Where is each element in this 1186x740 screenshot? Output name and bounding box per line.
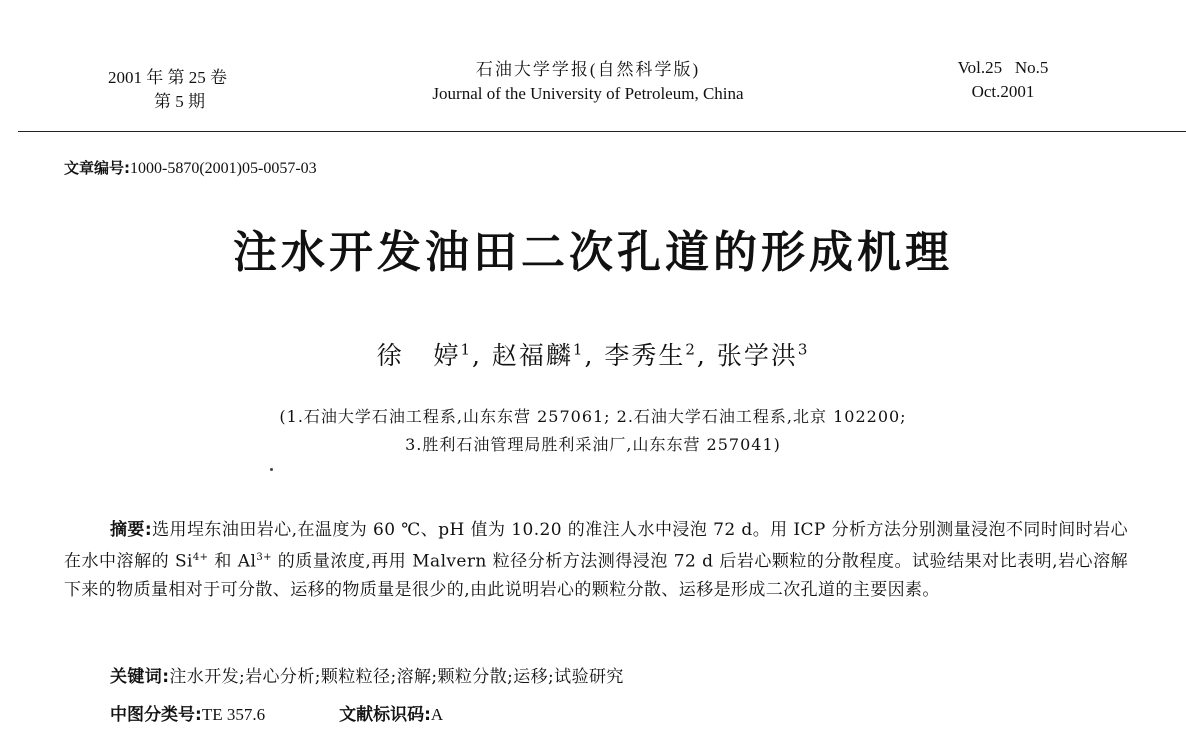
author-affiliation-mark: 1	[460, 340, 472, 359]
volume-number: Vol.25 No.5	[957, 58, 1049, 77]
paper-title: 注水开发油田二次孔道的形成机理	[233, 227, 953, 278]
author-separator: ,	[584, 341, 605, 370]
issue-number: 第 5 期	[154, 92, 205, 111]
year-volume: 2001 年 第 25 卷	[108, 68, 227, 87]
superscript-si-charge: 4+	[192, 552, 209, 563]
clc-label: 中图分类号:	[110, 705, 202, 725]
article-number	[64, 157, 317, 178]
scan-speck	[270, 468, 273, 471]
abstract-text-c: 的质量浓度,再用 Malvern 粒径分析方法测得浸泡 72 d 后岩心颗粒的分散程度。试验结果对比表明,岩心溶解下来的物质量相对于可分散、运移的物质量是很少的,由此说明岩心的颗粒分散、运移是形成二次孔道的主要因素。	[64, 551, 1128, 600]
keywords-label: 关键词:	[110, 667, 170, 687]
author-affiliation-mark: 1	[572, 340, 585, 359]
superscript-al-charge: 3+	[256, 552, 272, 563]
author-affiliation-mark: 2	[685, 340, 697, 359]
abstract-text-a: 选用埕东油田岩心,在温度为 60 ℃、pH 值为 10.20 的准注人水中浸泡 72 d。用 ICP 分析方法分别测量浸泡不同时间时岩心在水中溶解的 Si	[64, 520, 1129, 572]
affiliation-line-2: 3.胜利石油管理局胜利采油厂,山东东营 257041)	[405, 435, 781, 454]
clc-value: TE 357.6	[201, 705, 266, 724]
article-number-label: 文章编号:	[64, 159, 130, 177]
keywords	[110, 662, 624, 687]
header-rule	[18, 131, 1186, 132]
keywords-value: 注水开发;岩心分析;颗粒粒径;溶解;颗粒分散;运移;试验研究	[169, 667, 624, 687]
author-name: 赵福麟	[491, 341, 573, 370]
affiliation-line-1: (1.石油大学石油工程系,山东东营 257061; 2.石油大学石油工程系,北京 102200;	[279, 407, 907, 426]
author-separator: ,	[471, 341, 492, 370]
journal-name-cn: 石油大学学报(自然科学版)	[475, 60, 701, 79]
journal-name	[388, 58, 788, 106]
author-name: 李秀生	[604, 341, 686, 370]
classification-line	[110, 700, 443, 725]
author-name: 徐 婷	[376, 341, 461, 370]
doc-code-label: 文献标识码:	[339, 705, 431, 725]
volume-date	[930, 56, 1076, 104]
abstract-label: 摘要:	[110, 520, 153, 540]
author-list	[0, 336, 1186, 372]
abstract-text-b: 和 Al	[208, 551, 257, 572]
article-number-value: 1000-5870(2001)05-0057-03	[130, 160, 317, 177]
author-affiliation-mark: 3	[797, 340, 810, 359]
doc-code-value: A	[430, 705, 444, 724]
abstract	[64, 516, 1128, 604]
publication-date: Oct.2001	[971, 82, 1035, 101]
journal-name-en: Journal of the University of Petroleum, China	[432, 84, 744, 103]
author-separator: ,	[696, 341, 717, 370]
author-name: 张学洪	[716, 341, 798, 370]
issue-info	[108, 66, 227, 114]
